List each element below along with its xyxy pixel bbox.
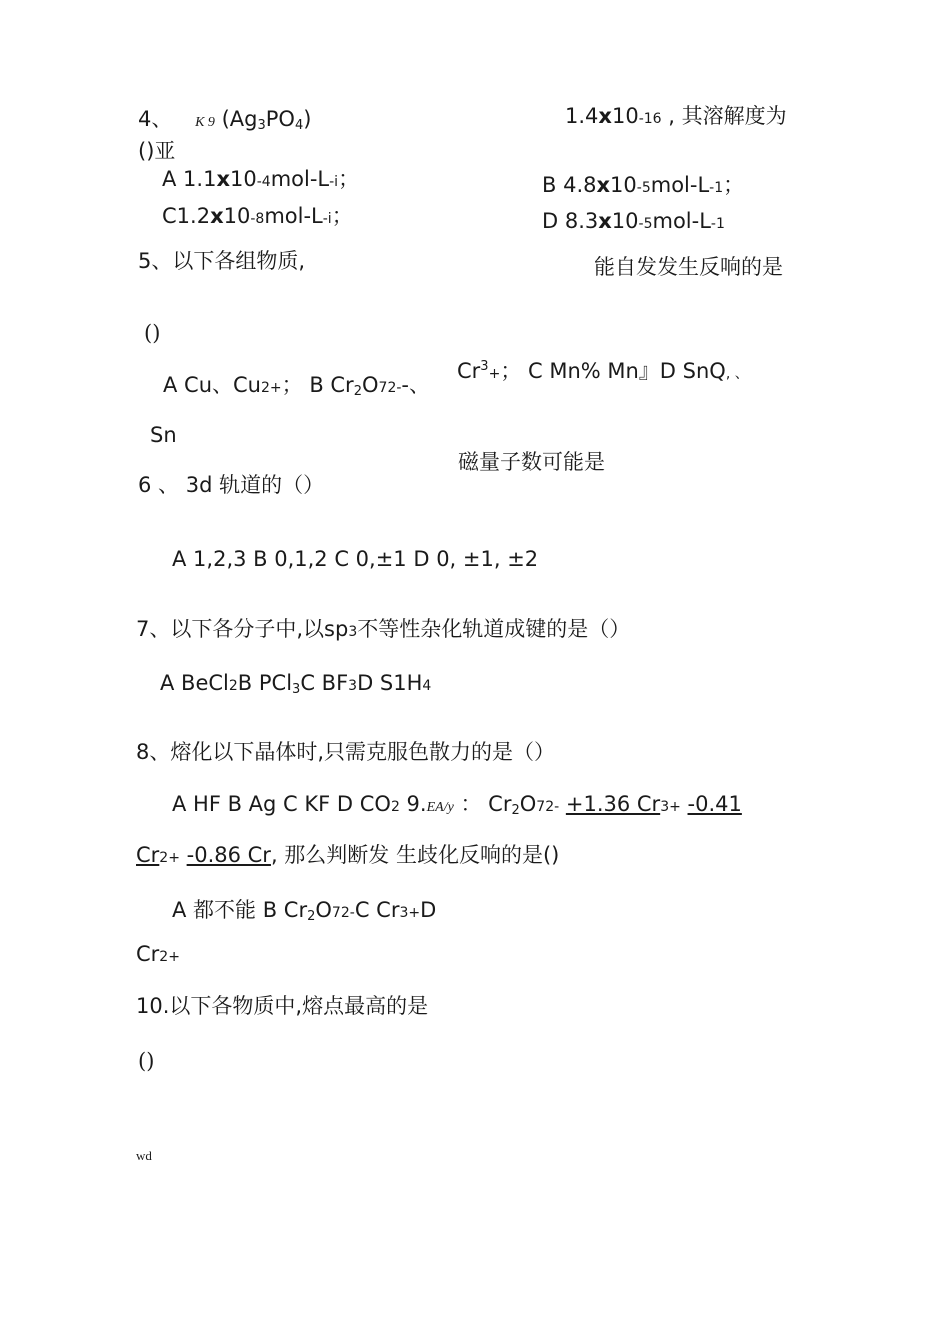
q4-option-a: A 1.1x10-4mol-L-i； [162, 167, 360, 191]
q5-bracket: () [144, 321, 161, 345]
q10-bracket: () [138, 1049, 155, 1073]
q5-question: 5、以下各组物质, [138, 249, 306, 273]
q5-sn: Sn [150, 423, 177, 447]
q5-options-right: $Cr^3+$； C Mn% Mn』D SnQ, 、 [457, 359, 749, 383]
q10-question: 10.以下各物质中,熔点最高的是 [136, 994, 429, 1018]
q4-option-b: B 4.8x10-5mol-L-1； [542, 173, 745, 197]
q4-option-c: C1.2x10-8mol-L-i； [162, 204, 353, 228]
q7-question: 7、以下各分子中,以sp3不等性杂化轨道成键的是（） [136, 617, 631, 641]
q8-options: A HF B Ag C KF D CO2 9.EA/y ： $Cr_2O72- +1.36$ Cr3+ -0.41 [172, 792, 742, 818]
q6-question: 6 、 3d 轨道的（） [138, 473, 325, 497]
q4-bracket: ()亚 [138, 139, 176, 163]
q4-formula: $(Ag_3PO_4)$ [221, 107, 312, 133]
q6-right-text: 磁量子数可能是 [458, 450, 605, 474]
q6-options: A 1,2,3 B 0,1,2 C 0,±1 D 0, ±1, ±2 [172, 547, 539, 571]
q9-line: Cr2+ -0.86 Cr, 那么判断发 生歧化反响的是() [136, 843, 560, 867]
q4-given-value: 1.4x10-16 , 其溶解度为 [565, 104, 787, 128]
q9-option-d-value: Cr2+ [136, 942, 180, 966]
q4-header [138, 106, 311, 139]
q5-options-left: A Cu、Cu2+； B $Cr_2O72--$、 [163, 373, 430, 399]
q9-options: A 都不能 B $Cr_2O72-C$ Cr3+D [172, 898, 437, 924]
q5-question-right: 能自发发生反响的是 [594, 255, 783, 279]
q4-option-d: D 8.3x10-5mol-L-1 [542, 209, 725, 233]
q8-question: 8、熔化以下晶体时,只需克服色散力的是（） [136, 740, 556, 764]
q4-ksp-label: K 9 [195, 115, 215, 130]
page-footer: wd [136, 1148, 152, 1163]
q7-options: A BeCl2B PCl$_3$C BF3D S1H4 [160, 671, 432, 697]
q4-number: 4、 [138, 107, 173, 131]
